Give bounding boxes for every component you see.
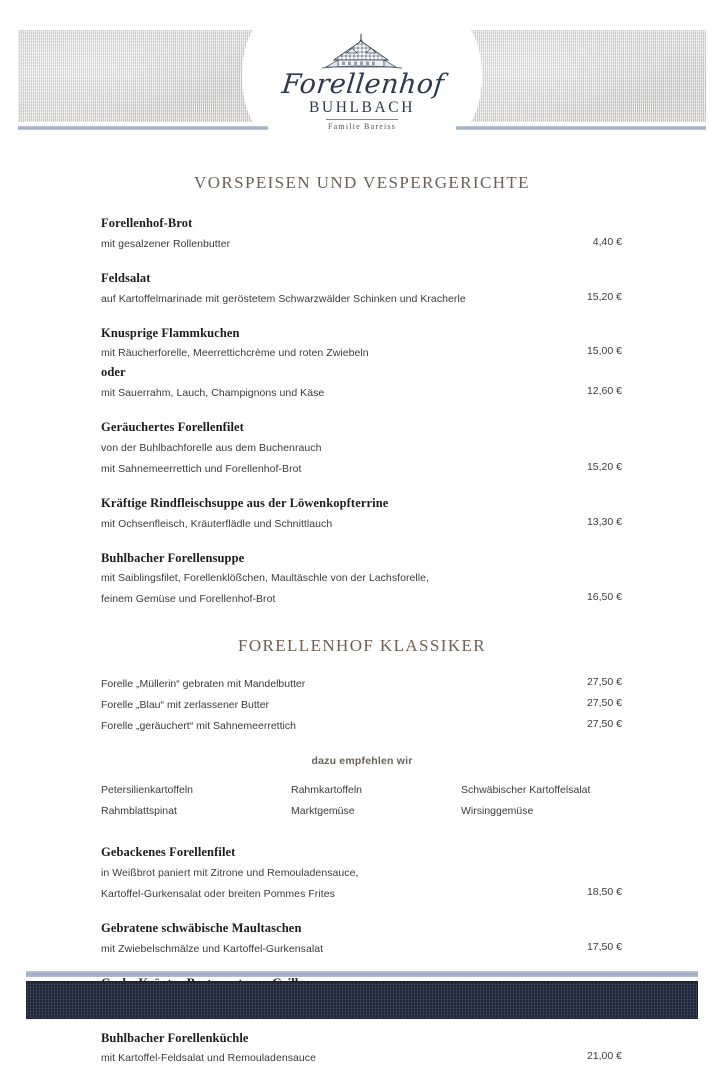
item-price: 21,00 €: [587, 1047, 622, 1066]
menu-item: [0, 214, 724, 254]
item-description-row: [0, 382, 724, 403]
item-description: mit Sauerrahm, Lauch, Champignons und Käse: [0, 387, 444, 399]
item-price: 15,20 €: [587, 288, 622, 307]
header-banner-right: [456, 30, 706, 122]
klassiker-label: Forelle „Müllerin“ gebraten mit Mandelbutter: [0, 678, 305, 690]
item-price: 16,50 €: [587, 588, 622, 607]
footer-rule: [26, 971, 698, 977]
section-title-klassiker: FORELLENHOF KLASSIKER: [0, 609, 724, 656]
item-price: 27,50 €: [587, 673, 622, 692]
recommendation-heading: dazu empfehlen wir: [0, 755, 724, 767]
item-price: 15,20 €: [587, 458, 622, 477]
restaurant-logo: [282, 30, 442, 130]
item-description-row: [0, 233, 724, 254]
item-description: in Weißbrot paniert mit Zitrone und Remouladensauce,: [0, 867, 478, 879]
item-price: 27,50 €: [587, 715, 622, 734]
section-title-vorspeisen: VORSPEISEN UND VESPERGERICHTE: [0, 140, 724, 193]
side-dish-item: Petersilienkartoffeln: [101, 780, 291, 801]
item-description-row: [0, 567, 724, 588]
item-name: Gebackenes Forellenfilet: [0, 843, 724, 862]
menu-item: [0, 418, 724, 479]
item-description: mit Sahnemeerrettich und Forellenhof-Brot: [0, 463, 421, 475]
side-dish-item: Schwäbischer Kartoffelsalat: [461, 780, 664, 801]
farmhouse-icon: [314, 30, 410, 70]
item-description: auf Kartoffelmarinade mit geröstetem Schwarzwälder Schinken und Kracherle: [0, 293, 586, 305]
item-subname: oder: [0, 363, 724, 382]
menu-item: [0, 843, 724, 904]
item-name: Buhlbacher Forellensuppe: [0, 549, 724, 568]
klassiker-row: [0, 694, 724, 715]
item-description: mit Kartoffel-Feldsalat und Remouladensauce: [0, 1052, 436, 1064]
item-price: 13,30 €: [587, 513, 622, 532]
menu-item: [0, 494, 724, 534]
item-description-row: [0, 588, 724, 609]
menu-item: [0, 1029, 724, 1068]
item-description: mit gesalzener Rollenbutter: [0, 238, 350, 250]
item-name: Gebratene schwäbische Maultaschen: [0, 919, 724, 938]
logo-subtitle: BUHLBACH: [282, 99, 442, 116]
menu-item: [0, 324, 724, 404]
item-description-row: [0, 437, 724, 458]
item-description: mit Saiblingsfilet, Forellenklößchen, Maultäschle von der Lachsforelle,: [0, 572, 549, 584]
menu-item: [0, 549, 724, 610]
item-description-row: [0, 1047, 724, 1068]
item-name: Buhlbacher Forellenküchle: [0, 1029, 724, 1048]
side-dish-item: Rahmblattspinat: [101, 801, 291, 822]
logo-wordmark: Forellenhof: [281, 71, 444, 98]
klassiker-label: Forelle „geräuchert“ mit Sahnemeerrettich: [0, 720, 296, 732]
fabric-texture: [18, 30, 268, 122]
item-name: Geräuchertes Forellenfilet: [0, 418, 724, 437]
item-description-row: [0, 862, 724, 883]
item-description: feinem Gemüse und Forellenhof-Brot: [0, 593, 395, 605]
item-description-row: [0, 458, 724, 479]
header-banner-left: [18, 30, 268, 122]
side-dish-item: Wirsinggemüse: [461, 801, 664, 822]
item-description: von der Buhlbachforelle aus dem Buchenrauch: [0, 442, 441, 454]
item-price: 17,50 €: [587, 938, 622, 957]
footer-bar: [26, 981, 698, 1019]
item-name: Knusprige Flammkuchen: [0, 324, 724, 343]
header-rule-left: [18, 126, 268, 130]
klassiker-item-list: [0, 843, 724, 1068]
side-dish-item: Marktgemüse: [291, 801, 461, 822]
menu-item: [0, 269, 724, 309]
item-name: Forellenhof-Brot: [0, 214, 724, 233]
side-dish-item: Rahmkartoffeln: [291, 780, 461, 801]
item-name: Feldsalat: [0, 269, 724, 288]
menu-content: [0, 140, 724, 1068]
item-name: Kräftige Rindfleischsuppe aus der Löwenkopfterrine: [0, 494, 724, 513]
page-header: [0, 0, 724, 140]
side-dishes-grid: [0, 780, 724, 822]
item-description-row: [0, 938, 724, 959]
item-description-row: [0, 288, 724, 309]
klassiker-row: [0, 715, 724, 736]
logo-divider: [326, 119, 398, 120]
banner-notch: [242, 30, 268, 122]
klassiker-simple-rows: [0, 673, 724, 736]
item-price: 27,50 €: [587, 694, 622, 713]
item-description-row: [0, 513, 724, 534]
item-description: mit Räucherforelle, Meerrettichcrème und roten Zwiebeln: [0, 347, 489, 359]
item-description-row: [0, 342, 724, 363]
item-description-row: [0, 883, 724, 904]
fabric-texture: [456, 30, 706, 122]
menu-item: [0, 919, 724, 959]
klassiker-label: Forelle „Blau“ mit zerlassener Butter: [0, 699, 269, 711]
item-description: mit Ochsenfleisch, Kräuterflädle und Schnittlauch: [0, 518, 452, 530]
item-description: mit Zwiebelschmälze und Kartoffel-Gurkensalat: [0, 943, 443, 955]
item-price: 15,00 €: [587, 342, 622, 361]
item-price: 12,60 €: [587, 382, 622, 401]
item-price: 4,40 €: [593, 233, 622, 252]
logo-family-line: Familie Bareiss: [282, 122, 442, 131]
header-rule-right: [456, 126, 706, 130]
vorspeisen-item-list: [0, 214, 724, 609]
item-price: 18,50 €: [587, 883, 622, 902]
item-description: Kartoffel-Gurkensalat oder breiten Pommes Frites: [0, 888, 455, 900]
klassiker-row: [0, 673, 724, 694]
